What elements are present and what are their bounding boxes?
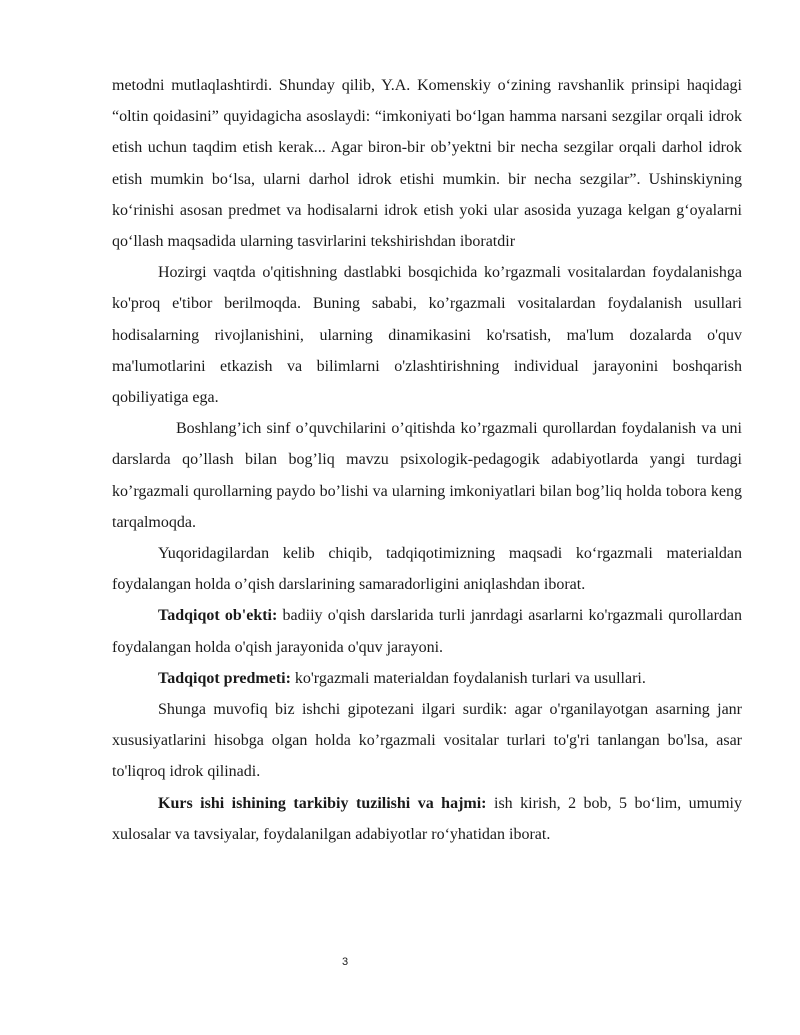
page-number: 3 <box>341 956 349 968</box>
paragraph-structure <box>112 788 742 850</box>
research-object-label: Tadqiqot ob'ekti: <box>158 607 278 625</box>
research-subject-text: ko'rgazmali materialdan foydalanish turlari va usullari. <box>290 669 646 687</box>
paragraph-research-goal: Yuqoridagilardan kelib chiqib, tadqiqotimizning maqsadi ko‘rgazmali materialdan foydalangan holda o’qish darslarining samaradorligini aniqlashdan iborat. <box>112 545 742 594</box>
structure-label: Kurs ishi ishining tarkibiy tuzilishi va hajmi: <box>158 794 487 812</box>
paragraph-komenskiy: metodni mutlaqlashtirdi. Shunday qilib, Y.A. Komenskiy o‘zining ravshanlik prinsipi haqidagi “oltin qoidasini” quyidagicha asoslaydi: “imkoniyati bo‘lgan hamma narsani sezgilar orqali idrok etish uchun taqdim etish kerak... Agar biron-bir ob’yektni bir necha sezgilar orqali darhol idrok etish mumkin bo‘lsa, ularni darhol idrok etishi mumkin. bir necha sezgilar”. Ushinskiyning ko‘rinishi asosan predmet va hodisalarni idrok etish yoki ular asosida yuzaga kelgan g‘oyalarni qo‘llash maqsadida ularning tasvirlarini tekshirishdan iboratdir <box>112 77 742 251</box>
structure-text: ish kirish, 2 bob, 5 bo‘lim, umumiy xulosalar va tavsiyalar, foydalanilgan adabiyotlar ro‘yhatidan iborat. <box>112 794 742 843</box>
research-object-text: badiiy o'qish darslarida turli janrdagi asarlarni ko'rgazmali qurollardan foydalangan holda o'qish jarayonida o'quv jarayoni. <box>112 607 742 656</box>
paragraph-research-object <box>112 600 742 662</box>
paragraph-primary-school: Boshlang’ich sinf o’quvchilarini o’qitishda ko’rgazmali qurollardan foydalanish va uni darslarda qo’llash bilan bog’liq mavzu psixologik-pedagogik adabiyotlarda yangi turdagi ko’rgazmali qurollarning paydo bo’lishi va ularning imkoniyatlari bilan bog’liq holda tobora keng tarqalmoqda. <box>112 420 742 531</box>
paragraph-hypothesis: Shunga muvofiq biz ishchi gipotezani ilgari surdik: agar o'rganilayotgan asarning janr xususiyatlarini hisobga olgan holda ko’rgazmali vositalar turlari to'g'ri tanlangan bo'lsa, asar to'liqroq idrok qilinadi. <box>112 701 742 781</box>
paragraph-research-subject <box>112 663 742 694</box>
paragraph-current-stage: Hozirgi vaqtda o'qitishning dastlabki bosqichida ko’rgazmali vositalardan foydalanishga ko'proq e'tibor berilmoqda. Buning sababi, ko’rgazmali vositalardan foydalanish usullari hodisalarning rivojlanishini, ularning dinamikasini ko'rsatish, ma'lum dozalarda o'quv ma'lumotlarini etkazish va bilimlarni o'zlashtirishning individual jarayonini boshqarish qobiliyatiga ega. <box>112 264 742 407</box>
document-page <box>112 70 742 850</box>
research-subject-label: Tadqiqot predmeti: <box>158 669 291 687</box>
